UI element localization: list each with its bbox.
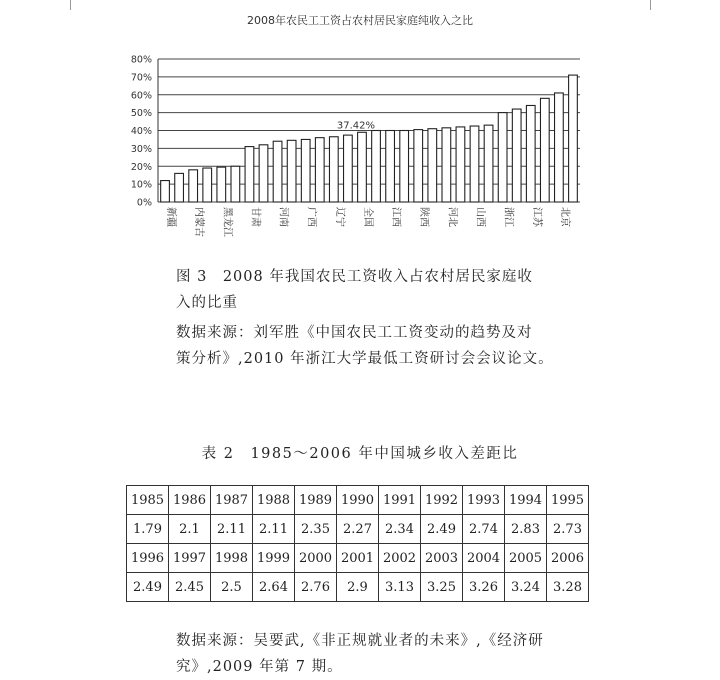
bar-chart xyxy=(118,50,588,250)
table-year-row xyxy=(127,544,589,573)
bar xyxy=(301,139,310,202)
table-cell: 2.64 xyxy=(253,573,295,602)
x-tick-label: 陕西 xyxy=(418,207,430,227)
table-cell: 2.49 xyxy=(127,573,169,602)
x-tick-label: 黑龙江 xyxy=(221,207,233,237)
chart-title: 2008年农民工工资占农村居民家庭纯收入之比 xyxy=(247,14,473,27)
table-cell: 3.26 xyxy=(463,573,505,602)
y-tick-label: 50% xyxy=(130,108,152,120)
table-cell: 1986 xyxy=(169,486,211,515)
table-cell: 2001 xyxy=(337,544,379,573)
table-cell: 1991 xyxy=(379,486,421,515)
bar xyxy=(259,145,268,202)
x-tick-label: 广西 xyxy=(305,207,317,227)
table-cell: 2004 xyxy=(463,544,505,573)
table-cell: 2.73 xyxy=(547,515,589,544)
bar xyxy=(414,130,423,202)
bar xyxy=(442,128,451,202)
table-cell: 2.45 xyxy=(169,573,211,602)
table-cell: 1999 xyxy=(253,544,295,573)
y-tick-label: 20% xyxy=(130,161,152,173)
bar xyxy=(161,181,170,202)
bar xyxy=(329,137,338,202)
table-ratio-row xyxy=(127,515,589,544)
bar xyxy=(456,127,465,202)
bar xyxy=(287,140,296,202)
bar xyxy=(273,141,282,202)
table-cell: 1.79 xyxy=(127,515,169,544)
table-cell: 1989 xyxy=(295,486,337,515)
table-cell: 2.76 xyxy=(295,573,337,602)
bar xyxy=(372,131,381,203)
table-cell: 1987 xyxy=(211,486,253,515)
bar xyxy=(512,109,521,202)
chart-annotation xyxy=(337,120,375,131)
table-cell: 2.74 xyxy=(463,515,505,544)
table-cell: 2000 xyxy=(295,544,337,573)
x-tick-label: 新疆 xyxy=(165,207,177,227)
table-cell: 2002 xyxy=(379,544,421,573)
table-cell: 2.5 xyxy=(211,573,253,602)
table-year-row xyxy=(127,486,589,515)
table-cell: 2.1 xyxy=(169,515,211,544)
table-cell: 2.34 xyxy=(379,515,421,544)
bar xyxy=(231,166,240,202)
annotation-label: 37.42% xyxy=(336,120,376,132)
y-tick-label: 10% xyxy=(130,179,152,191)
x-tick-label: 内蒙古 xyxy=(193,207,205,237)
crop-mark-top-left xyxy=(70,0,71,10)
y-tick-label: 80% xyxy=(130,54,152,66)
x-tick-label: 江苏 xyxy=(530,207,542,227)
table-cell: 2.35 xyxy=(295,515,337,544)
y-tick-label: 40% xyxy=(130,126,152,137)
table-cell: 1996 xyxy=(127,544,169,573)
table-cell: 1985 xyxy=(127,486,169,515)
x-tick-label: 北京 xyxy=(558,207,570,227)
bar xyxy=(569,75,578,202)
table-cell: 2.83 xyxy=(505,515,547,544)
x-tick-label: 甘肃 xyxy=(249,207,261,227)
x-tick-label: 河北 xyxy=(446,207,458,227)
y-tick-label: 70% xyxy=(130,72,152,84)
table-title: 表 2 1985～2006 年中国城乡收入差距比 xyxy=(201,446,519,462)
table-cell: 1990 xyxy=(337,486,379,515)
x-tick-label: 浙江 xyxy=(502,207,514,227)
table-source xyxy=(176,628,606,680)
x-tick-label: 全国 xyxy=(361,207,373,227)
table-cell: 2005 xyxy=(505,544,547,573)
bar xyxy=(189,170,198,202)
bar xyxy=(344,135,353,202)
table-cell: 2006 xyxy=(547,544,589,573)
figure-source-line-1: 数据来源：刘军胜《中国农民工工资变动的趋势及对 xyxy=(176,325,533,341)
figure-source xyxy=(176,320,606,372)
table-cell: 3.25 xyxy=(421,573,463,602)
bar xyxy=(358,132,367,202)
bar xyxy=(555,93,564,202)
y-axis-ticks xyxy=(131,55,152,209)
table-cell: 1997 xyxy=(169,544,211,573)
bar xyxy=(428,129,437,202)
table-cell: 2003 xyxy=(421,544,463,573)
bar xyxy=(540,98,549,202)
table-source-line-1: 数据来源：吴要武,《非正规就业者的未来》,《经济研 xyxy=(176,633,544,649)
table-cell: 3.28 xyxy=(547,573,589,602)
table-cell: 3.13 xyxy=(379,573,421,602)
bar xyxy=(386,131,395,203)
bar xyxy=(484,125,493,202)
table-cell: 1994 xyxy=(505,486,547,515)
bar xyxy=(245,147,254,202)
bar xyxy=(217,167,226,202)
bar xyxy=(203,168,212,202)
figure-source-line-2: 策分析》,2010 年浙江大学最低工资研讨会会议论文。 xyxy=(176,351,554,367)
figure-caption xyxy=(176,264,596,316)
table-cell: 1995 xyxy=(547,486,589,515)
bar xyxy=(315,138,324,202)
x-tick-label: 河南 xyxy=(277,207,289,227)
table-cell: 1993 xyxy=(463,486,505,515)
table-cell: 2.11 xyxy=(253,515,295,544)
table-cell: 1992 xyxy=(421,486,463,515)
bar xyxy=(400,131,409,203)
income-gap-table xyxy=(126,485,589,602)
chart-bars xyxy=(161,75,578,202)
table-cell: 1998 xyxy=(211,544,253,573)
bar xyxy=(470,126,479,202)
table-cell: 2.11 xyxy=(211,515,253,544)
y-tick-label: 30% xyxy=(130,143,152,155)
table-cell: 2.49 xyxy=(421,515,463,544)
x-tick-label: 山西 xyxy=(474,207,486,227)
y-tick-label: 60% xyxy=(130,90,152,102)
crop-mark-top-right xyxy=(650,0,651,10)
table-cell: 3.24 xyxy=(505,573,547,602)
bar xyxy=(498,113,507,202)
x-axis-labels xyxy=(165,207,572,237)
x-tick-label: 江西 xyxy=(390,207,402,227)
bar xyxy=(175,173,184,202)
x-tick-label: 辽宁 xyxy=(333,207,345,227)
table-ratio-row xyxy=(127,573,589,602)
table-source-line-2: 究》,2009 年第 7 期。 xyxy=(176,659,343,675)
bar xyxy=(526,105,535,202)
y-tick-label: 0% xyxy=(136,197,152,209)
table-cell: 2.9 xyxy=(337,573,379,602)
figure-caption-line-1: 图 3 2008 年我国农民工资收入占农村居民家庭收 xyxy=(176,269,533,285)
figure-caption-line-2: 入的比重 xyxy=(176,295,238,311)
table-cell: 2.27 xyxy=(337,515,379,544)
table-cell: 1988 xyxy=(253,486,295,515)
